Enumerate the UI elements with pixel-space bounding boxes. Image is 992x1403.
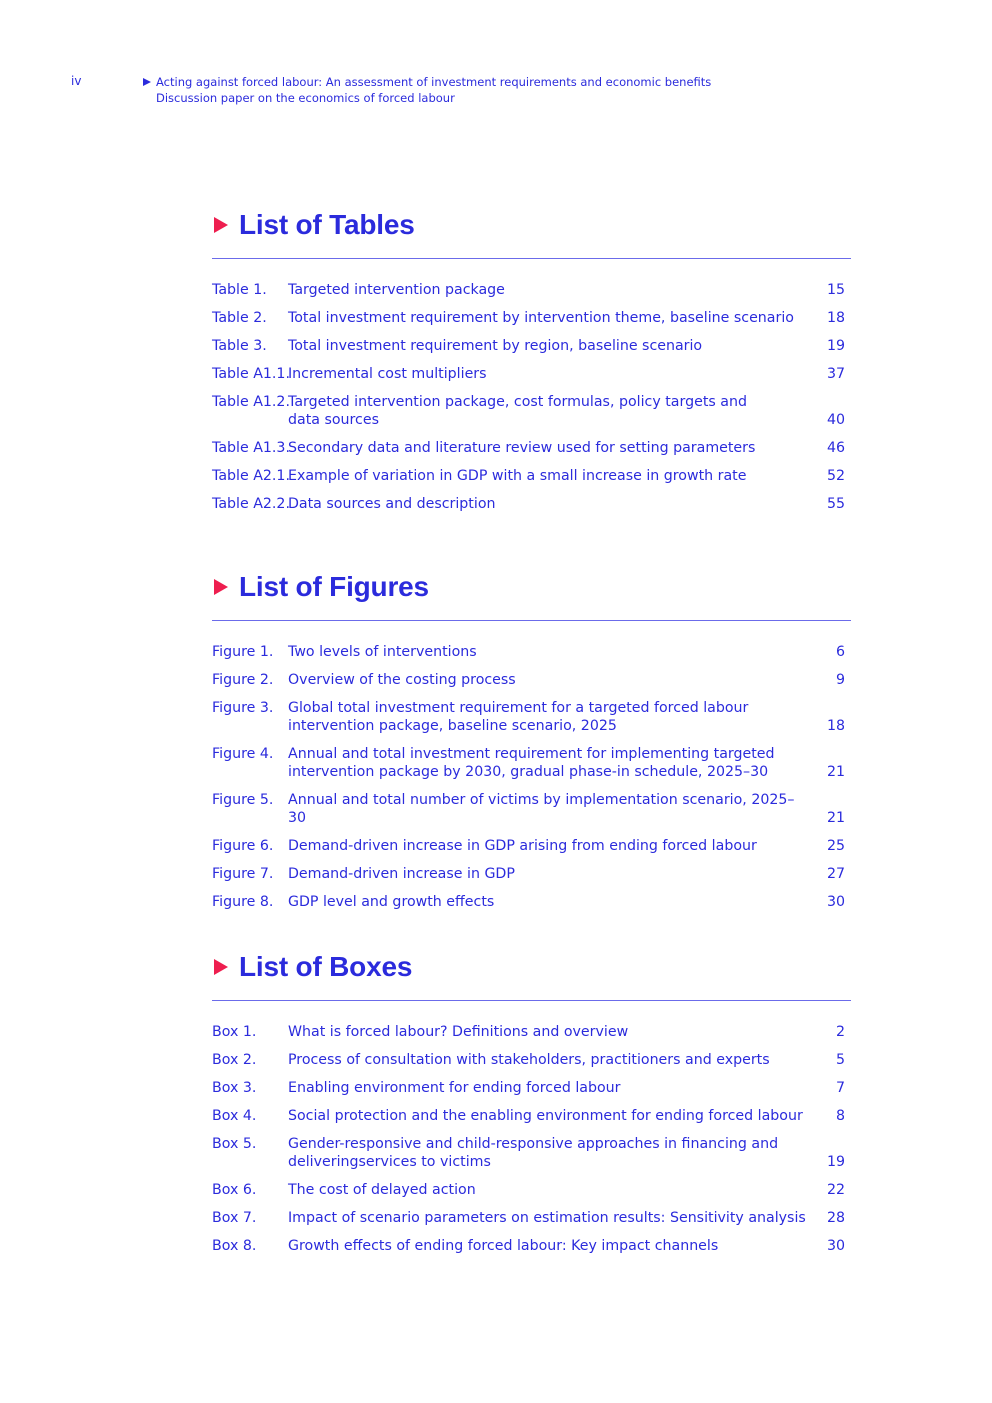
entry-page-number: 46 [826,440,845,456]
section-heading [212,947,851,987]
toc-entry[interactable] [212,865,851,883]
toc-entry[interactable] [212,281,851,299]
entry-caption [288,1107,808,1125]
triangle-marker-icon [214,959,228,975]
entry-caption [288,309,808,327]
entry-caption-line: Overview of the costing process [288,672,516,688]
entry-number: Box 2. [212,1052,257,1068]
entry-number: Figure 4. [212,746,274,762]
entry-page-number: 5 [835,1052,845,1068]
section-title: List of Figures [239,571,429,602]
entry-number: Table 1. [212,282,267,298]
entry-caption-line: deliveringservices to victims [288,1154,491,1170]
toc-entry[interactable] [212,893,851,911]
entry-caption-line: Two levels of interventions [288,644,477,660]
entry-number: Figure 1. [212,644,274,660]
toc-entry[interactable] [212,671,851,689]
entry-number: Box 1. [212,1024,257,1040]
toc-entry[interactable] [212,495,851,513]
toc-entry[interactable] [212,1023,851,1041]
entry-caption-line: What is forced labour? Definitions and overview [288,1024,629,1040]
entry-caption-line: Growth effects of ending forced labour: Key impact channels [288,1238,719,1254]
entry-caption-line: Demand-driven increase in GDP arising from ending forced labour [288,838,757,854]
entry-page-number: 2 [835,1024,845,1040]
toc-entry[interactable] [212,1107,851,1125]
entry-page-number: 25 [826,838,845,854]
toc-entry[interactable] [212,1237,851,1255]
toc-entry[interactable] [212,439,851,457]
entry-caption-line: Demand-driven increase in GDP [288,866,515,882]
toc-entry[interactable] [212,1135,851,1171]
triangle-bullet-icon [143,78,151,86]
entry-caption-line: Example of variation in GDP with a small increase in growth rate [288,468,747,484]
entry-number: Figure 7. [212,866,274,882]
entry-caption [288,1023,808,1041]
entry-page-number: 15 [826,282,845,298]
toc-entry[interactable] [212,1209,851,1227]
entry-number: Box 8. [212,1238,257,1254]
entry-caption-line: Annual and total investment requirement for implementing targeted [288,746,775,762]
entry-caption-line: intervention package by 2030, gradual phase-in schedule, 2025–30 [288,764,769,780]
entry-page-number: 30 [826,1238,845,1254]
toc-entry[interactable] [212,393,851,429]
running-header-subtitle: Discussion paper on the economics of forced labour [156,91,455,105]
entry-caption [288,1237,808,1255]
toc-entry[interactable] [212,1181,851,1199]
entry-caption-line: data sources [288,412,379,428]
entry-caption [288,643,808,661]
entry-caption-line: Annual and total number of victims by implementation scenario, 2025–30 [288,792,795,826]
entry-caption [288,337,808,355]
entry-caption [288,1209,808,1227]
entry-caption [288,837,808,855]
entry-caption-line: Targeted intervention package, cost formulas, policy targets and [288,394,747,410]
entry-page-number: 22 [826,1182,845,1198]
toc-entry[interactable] [212,365,851,383]
section-title: List of Tables [239,209,415,240]
section-divider [212,258,851,259]
entry-caption [288,467,808,485]
entry-number: Table 3. [212,338,267,354]
entry-caption-line: intervention package, baseline scenario, 2025 [288,718,617,734]
entry-caption [288,671,808,689]
page-number: iv [71,74,82,88]
section-divider [212,1000,851,1001]
entry-page-number: 18 [826,718,845,734]
entry-caption [288,699,808,735]
triangle-marker-icon [214,217,228,233]
section-heading [212,567,851,607]
entry-number: Table 2. [212,310,267,326]
entry-caption-line: Total investment requirement by region, baseline scenario [288,338,703,354]
entry-caption-line: Enabling environment for ending forced labour [288,1080,621,1096]
entry-caption-line: Targeted intervention package [288,282,505,298]
entry-number: Figure 2. [212,672,274,688]
entry-number: Box 6. [212,1182,257,1198]
entry-page-number: 8 [835,1108,845,1124]
entry-page-number: 30 [826,894,845,910]
entry-caption [288,439,808,457]
entry-page-number: 21 [826,764,845,780]
entry-number: Table A1.1. [212,366,290,382]
entry-caption-line: Process of consultation with stakeholders, practitioners and experts [288,1052,770,1068]
entry-caption [288,1079,808,1097]
entry-page-number: 52 [826,468,845,484]
entry-caption [288,893,808,911]
entry-caption-line: Total investment requirement by intervention theme, baseline scenario [288,310,794,326]
entry-caption [288,865,808,883]
entry-number: Box 5. [212,1136,257,1152]
entry-page-number: 37 [826,366,845,382]
list-of-tables-section [212,205,851,523]
entry-number: Figure 6. [212,838,274,854]
entry-page-number: 21 [826,810,845,826]
list-of-figures-section [212,567,851,921]
entry-page-number: 27 [826,866,845,882]
section-heading [212,205,851,245]
section-divider [212,620,851,621]
entry-caption-line: Incremental cost multipliers [288,366,487,382]
entry-caption [288,495,808,513]
running-header-title: Acting against forced labour: An assessment of investment requirements and economic benefits [156,75,712,89]
entry-number: Figure 3. [212,700,274,716]
entry-list [212,643,851,911]
entry-page-number: 7 [835,1080,845,1096]
entry-page-number: 28 [826,1210,845,1226]
entry-list [212,281,851,513]
toc-entry[interactable] [212,837,851,855]
toc-entry[interactable] [212,467,851,485]
entry-caption-line: Secondary data and literature review used for setting parameters [288,440,756,456]
entry-caption [288,365,808,383]
toc-entry[interactable] [212,337,851,355]
toc-entry[interactable] [212,699,851,735]
entry-caption-line: Global total investment requirement for a targeted forced labour [288,700,749,716]
entry-page-number: 9 [835,672,845,688]
entry-caption-line: Data sources and description [288,496,496,512]
list-of-boxes-section [212,947,851,1265]
entry-caption [288,393,808,429]
entry-page-number: 19 [826,338,845,354]
entry-caption [288,1135,808,1171]
entry-caption-line: GDP level and growth effects [288,894,495,910]
entry-number: Figure 5. [212,792,274,808]
entry-number: Box 7. [212,1210,257,1226]
entry-caption [288,1181,808,1199]
running-header [143,74,711,106]
entry-page-number: 40 [826,412,845,428]
entry-number: Table A1.2. [212,394,290,410]
entry-caption [288,745,808,781]
entry-number: Table A2.1. [212,468,290,484]
entry-caption-line: Gender-responsive and child-responsive approaches in financing and [288,1136,779,1152]
entry-caption-line: Social protection and the enabling environment for ending forced labour [288,1108,803,1124]
toc-entry[interactable] [212,1051,851,1069]
entry-caption-line: The cost of delayed action [288,1182,476,1198]
entry-number: Box 4. [212,1108,257,1124]
entry-caption [288,281,808,299]
entry-number: Table A1.3. [212,440,290,456]
entry-page-number: 55 [826,496,845,512]
toc-entry[interactable] [212,309,851,327]
entry-page-number: 6 [835,644,845,660]
entry-caption [288,1051,808,1069]
toc-entry[interactable] [212,643,851,661]
entry-list [212,1023,851,1255]
entry-number: Figure 8. [212,894,274,910]
toc-entry[interactable] [212,791,851,827]
entry-caption [288,791,808,827]
toc-entry[interactable] [212,1079,851,1097]
entry-page-number: 18 [826,310,845,326]
toc-entry[interactable] [212,745,851,781]
entry-number: Table A2.2. [212,496,290,512]
entry-number: Box 3. [212,1080,257,1096]
entry-caption-line: Impact of scenario parameters on estimation results: Sensitivity analysis [288,1210,806,1226]
section-title: List of Boxes [239,951,413,982]
triangle-marker-icon [214,579,228,595]
entry-page-number: 19 [826,1154,845,1170]
